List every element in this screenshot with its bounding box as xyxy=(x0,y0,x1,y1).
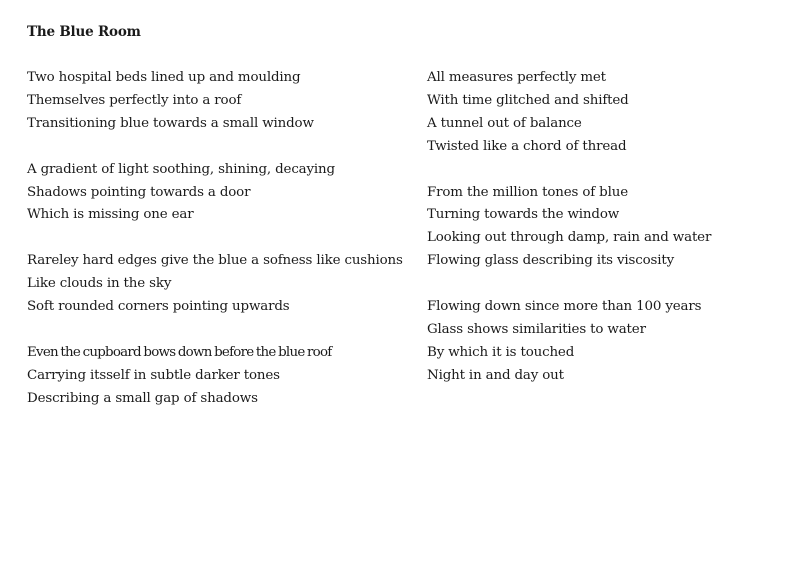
stanza xyxy=(27,342,407,411)
poem-line: Shadows pointing towards a door xyxy=(27,184,251,200)
poem-line: With time glitched and shifted xyxy=(427,92,629,108)
poem-line: A tunnel out of balance xyxy=(427,115,582,131)
poem-line: By which it is touched xyxy=(427,344,575,360)
poem-line: Turning towards the window xyxy=(427,207,620,223)
stanza xyxy=(427,182,787,274)
poem-line: Transitioning blue towards a small window xyxy=(27,115,314,131)
poem-line: Two hospital beds lined up and moulding xyxy=(27,70,301,85)
stanza xyxy=(27,67,407,136)
poem-line: Themselves perfectly into a roof xyxy=(27,92,242,108)
poem-column-left xyxy=(27,67,407,434)
poem-title: The Blue Room xyxy=(27,24,141,40)
poem-line: Carrying itsself in subtle darker tones xyxy=(27,367,280,383)
poem-line: Twisted like a chord of thread xyxy=(427,138,627,154)
poem-line: From the million tones of blue xyxy=(427,184,628,200)
poem-line: All measures perfectly met xyxy=(427,70,606,85)
poem-line: Soft rounded corners pointing upwards xyxy=(27,299,290,315)
poem-line: Night in and day out xyxy=(427,367,564,383)
poem-line: Glass shows similarities to water xyxy=(427,322,646,338)
poem-line: Which is missing one ear xyxy=(27,207,194,223)
poem-line: Like clouds in the sky xyxy=(27,276,172,292)
poem-line: Flowing down since more than 100 years xyxy=(427,299,702,315)
stanza xyxy=(27,250,407,319)
stanza xyxy=(427,296,787,388)
poem-line: A gradient of light soothing, shining, decaying xyxy=(27,161,335,177)
poem-line: Rareley hard edges give the blue a sofness like cushions xyxy=(27,253,403,269)
stanza xyxy=(427,67,787,159)
poem-line: Looking out through damp, rain and water xyxy=(427,230,712,246)
poem-line: Even the cupboard bows down before the blue roof xyxy=(27,345,332,361)
stanza xyxy=(27,159,407,228)
poem-line: Describing a small gap of shadows xyxy=(27,390,258,406)
poem-line: Flowing glass describing its viscosity xyxy=(427,253,675,269)
poem-column-right xyxy=(427,67,787,411)
